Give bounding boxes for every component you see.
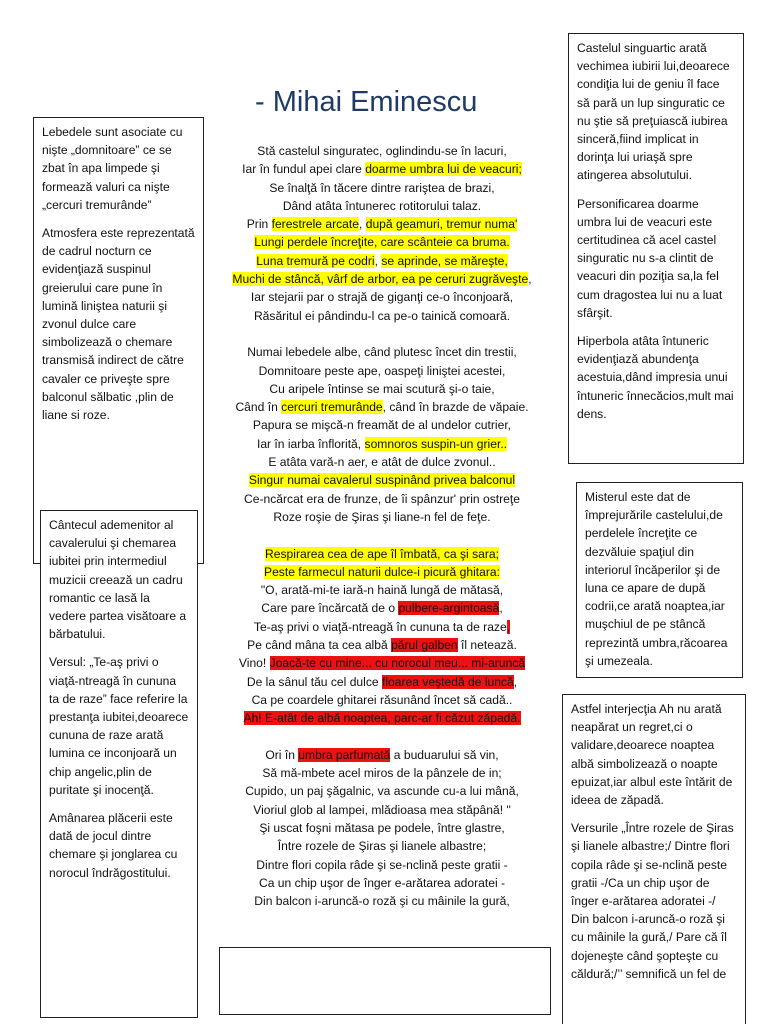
- stanza-gap: [207, 526, 557, 544]
- poem-text-segment: Ori în: [265, 747, 299, 762]
- poem-text-segment: Ce-ncărcat era de frunze, de îi spânzur' prin ostreţe: [244, 491, 520, 506]
- highlight-yellow: Singur numai cavalerul suspinând privea balconul: [248, 473, 516, 488]
- poem-line: [207, 746, 557, 764]
- poem-text-segment: ,: [513, 674, 518, 689]
- poem-line: [207, 691, 557, 709]
- annotation-paragraph: Misterul este dat de împrejurările castelului,de perdelele încreţite ce dezvăluie spaţiul din interiorul încăperilor şi de luna ce apare de după codrii,ce arată noaptea,iar muşchiul de pe stâncă reprezintă umbra,răcoarea şi umezeala.: [585, 490, 728, 668]
- poem-line: [207, 856, 557, 874]
- poem-text-segment: Răsăritul ei pândindu-l ca pe-o tainică comoară.: [253, 308, 511, 323]
- poem-line: [207, 343, 557, 361]
- annotation-box-right-top: [568, 33, 744, 464]
- annotation-box-left-top: [33, 117, 204, 564]
- highlight-yellow: cercuri tremurânde: [281, 400, 383, 415]
- poem-line: [207, 545, 557, 563]
- poem-line: [207, 764, 557, 782]
- poem-text-segment: Când în: [235, 400, 282, 415]
- highlight-yellow: Peste farmecul naturii dulce-i picură ghitara:: [264, 564, 500, 579]
- poem-text-segment: Şi uscat foşni mătasa pe podele, între glastre,: [259, 820, 505, 835]
- poem-line: [207, 233, 557, 251]
- poem-line: [207, 288, 557, 306]
- annotation-paragraph: Astfel interjecţia Ah nu arată neapărat un regret,ci o validare,deoarece noaptea albă simbolizează o noapte epuizat,iar albul este întărit de ideea de zăpadă.: [571, 702, 733, 808]
- annotation-paragraph: Amânarea plăcerii este dată de jocul dintre chemare şi jonglarea cu norocul îndrăgostitului.: [49, 811, 178, 880]
- poem-text-segment: Se înalţă în tăcere dintre rariştea de brazi,: [269, 180, 495, 195]
- poem-line: [207, 599, 557, 617]
- stanza-gap: [207, 728, 557, 746]
- poem-text-segment: , când în brazde de văpaie.: [382, 400, 529, 415]
- poem-line: [207, 416, 557, 434]
- poem-text-segment: îl netează.: [457, 638, 517, 653]
- poem-text-segment: ,: [358, 217, 366, 232]
- highlight-yellow: se aprinde, se măreşte,: [381, 253, 508, 268]
- poem-line: [207, 709, 557, 727]
- poem-text-segment: Iar stejarii par o strajă de giganţi ce-o înconjoară,: [250, 290, 514, 305]
- poem-line: [207, 179, 557, 197]
- poem-text-segment: a buduarului să vin,: [390, 747, 499, 762]
- poem-text-segment: Cupido, un paj şăgalnic, va ascunde cu-a lui mână,: [245, 784, 519, 799]
- poem-line: [207, 362, 557, 380]
- poem-text-segment: Roze roşie de Şiras şi liane-n fel de feţe.: [273, 509, 491, 524]
- poem-line: [207, 270, 557, 288]
- poem-line: [207, 673, 557, 691]
- annotation-paragraph: Versurile „Între rozele de Şiras şi lianele albastre;/ Dintre flori copila râde şi se-nclină peste gratii -/Ca un chip uşor de înger e-arătarea adoratei -/ Din balcon i-aruncă-o roză şi cu mâinile la gură,/ Pare că îl dojeneşte când şopteşte cu căldură;/’’ semnifică un fel de: [571, 821, 734, 981]
- poem-line: [207, 490, 557, 508]
- poem-text-segment: Care pare încărcată de o: [261, 601, 399, 616]
- poem-text-segment: Numai lebedele albe, când plutesc încet din trestii,: [247, 345, 517, 360]
- poem-text-segment: Iar în iarba înflorită,: [256, 436, 365, 451]
- annotation-paragraph: Personificarea doarme umbra lui de veacuri este certitudinea că acel castel singuratic nu s-a clintit de veacuri din poziţia sa,la fel cum dragostea lui nu a luat sfârşit.: [577, 196, 723, 320]
- poem-line: [207, 874, 557, 892]
- poem-line: [207, 837, 557, 855]
- highlight-red: ,: [506, 619, 511, 634]
- highlight-yellow: Respirarea cea de ape îl îmbată, ca şi sara;: [265, 546, 499, 561]
- page-title: - Mihai Eminescu: [255, 86, 478, 118]
- poem-line: [207, 801, 557, 819]
- poem-text-segment: Prin: [246, 217, 272, 232]
- annotation-paragraph: Castelul singuartic arată vechimea iubirii lui,deoarece condiţia lui de geniu îl face să pară un lup singuratic ce nu ştie să preţuiască iubirea sinceră,fiind implicat in dorinţa lui uriaşă spre atingerea absolutului.: [577, 41, 730, 183]
- highlight-yellow: ferestrele arcate: [271, 217, 359, 232]
- poem-line: [207, 160, 557, 178]
- poem-line: [207, 581, 557, 599]
- poem-line: [207, 563, 557, 581]
- poem-text-segment: ,: [528, 272, 532, 287]
- poem-text-segment: Ca pe coardele ghitarei răsunând încet să cadă..: [251, 692, 513, 707]
- poem-line: [207, 471, 557, 489]
- poem-text-segment: Din balcon i-aruncă-o roză şi cu mâinile la gură,: [254, 894, 510, 909]
- poem-line: [207, 892, 557, 910]
- poem-text-segment: Vino!: [238, 656, 270, 671]
- highlight-red: umbra parfumată: [298, 747, 391, 762]
- poem-line: [207, 142, 557, 160]
- poem-line: [207, 636, 557, 654]
- poem-text-segment: Între rozele de Şiras şi lianele albastre;: [277, 839, 487, 854]
- annotation-box-right-middle: [576, 482, 743, 678]
- highlight-yellow: după geamuri, tremur numa': [365, 217, 518, 232]
- poem-text-segment: Domnitoare peste ape, oaspeţi liniştei acestei,: [258, 363, 506, 378]
- poem-line: [207, 618, 557, 636]
- poem-text-segment: "O, arată-mi-te iară-n haină lungă de mătasă,: [260, 583, 504, 598]
- poem-text-segment: Iar în fundul apei clare: [242, 162, 366, 177]
- highlight-red: floarea veştedă de luncă: [381, 674, 514, 689]
- poem-line: [207, 197, 557, 215]
- poem-line: [207, 654, 557, 672]
- stanza-gap: [207, 325, 557, 343]
- poem-line: [207, 398, 557, 416]
- highlight-yellow: Luna tremură pe codri: [256, 253, 375, 268]
- poem-text-segment: E atâta vară-n aer, e atât de dulce zvonul..: [268, 455, 496, 470]
- poem-text: [207, 142, 557, 910]
- poem-text-segment: ,: [499, 601, 503, 616]
- poem-line: [207, 380, 557, 398]
- poem-text-segment: Papura se mişcă-n freamăt de al undelor cutrier,: [252, 418, 512, 433]
- highlight-yellow: Lungi perdele încreţite, care scânteie ca bruma.: [254, 235, 510, 250]
- poem-line: [207, 819, 557, 837]
- poem-text-segment: Stă castelul singuratec, oglindindu-se în lacuri,: [257, 144, 507, 158]
- annotation-paragraph: Hiperbola atâta întuneric evidenţiază abundenţa acestuia,dând impresia unui întuneric înnecăcios,mult mai dens.: [577, 334, 734, 421]
- poem-line: [207, 435, 557, 453]
- poem-text-segment: Te-aş privi o viaţă-ntreagă în cununa ta de raze: [253, 619, 507, 634]
- poem-line: [207, 508, 557, 526]
- highlight-red: Joacă-te cu mine... cu norocul meu... mi-aruncă: [269, 656, 526, 671]
- poem-text-segment: ,: [374, 253, 382, 268]
- highlight-red: pulbere-argintoasă: [398, 601, 500, 616]
- poem-text-segment: De la sânul tău cel dulce: [246, 674, 382, 689]
- poem-text-segment: Pe când mâna ta cea albă: [247, 638, 392, 653]
- poem-line: [207, 307, 557, 325]
- poem-line: [207, 252, 557, 270]
- annotation-paragraph: Lebedele sunt asociate cu nişte „domnitoare” ce se zbat în apa limpede şi formează valuri ca nişte „cercuri tremurânde”: [42, 125, 183, 212]
- highlight-yellow: Muchi de stâncă, vârf de arbor, ea pe ceruri zugrăveşte: [232, 272, 529, 287]
- poem-line: [207, 782, 557, 800]
- annotation-box-right-bottom: [562, 694, 746, 1024]
- poem-text-segment: Dând atâta întunerec rotitorului talaz.: [282, 198, 482, 213]
- poem-text-segment: Cu aripele întinse se mai scutură şi-o taie,: [269, 381, 495, 396]
- highlight-yellow: somnoros suspin-un grier..: [364, 436, 508, 451]
- annotation-box-left-bottom: [40, 510, 198, 1018]
- highlight-red: părul galben: [391, 638, 458, 653]
- highlight-red: Ah! E-atât de albă noaptea, parc-ar fi căzut zăpadă.: [243, 711, 521, 726]
- empty-annotation-box: [219, 947, 551, 1015]
- annotation-paragraph: Atmosfera este reprezentată de cadrul nocturn ce evidenţiază suspinul greierului care pune în lumină liniştea naturii şi zvonul dulce care simbolizează o chemare transmisă indirect de către cavaler ce priveşte spre balconul sălbatic ,plin de liane si roze.: [42, 226, 195, 423]
- annotation-paragraph: Cântecul ademenitor al cavalerului şi chemarea iubitei prin intermediul muzicii creează un cadru romantic ce lasă la vedere partea visătoare a bărbatului.: [49, 518, 187, 642]
- poem-line: [207, 215, 557, 233]
- poem-text-segment: Să mă-mbete acel miros de la pânzele de in;: [262, 766, 502, 781]
- poem-text-segment: Dintre flori copila râde şi se-nclină peste gratii -: [256, 857, 508, 872]
- poem-text-segment: Ca un chip uşor de înger e-arătarea adoratei -: [258, 875, 506, 890]
- highlight-yellow: doarme umbra lui de veacuri;: [365, 162, 522, 177]
- poem-text-segment: Vioriul glob al lampei, mlădioasa mea stăpână! ": [253, 802, 511, 817]
- poem-line: [207, 453, 557, 471]
- annotation-paragraph: Versul: „Te-aş privi o viaţă-ntreagă în cununa ta de raze” face referire la prestanţa iubitei,deoarece cununa de raze arată lumina ce inconjoară un chip angelic,plin de puritate şi inocenţă.: [49, 655, 189, 797]
